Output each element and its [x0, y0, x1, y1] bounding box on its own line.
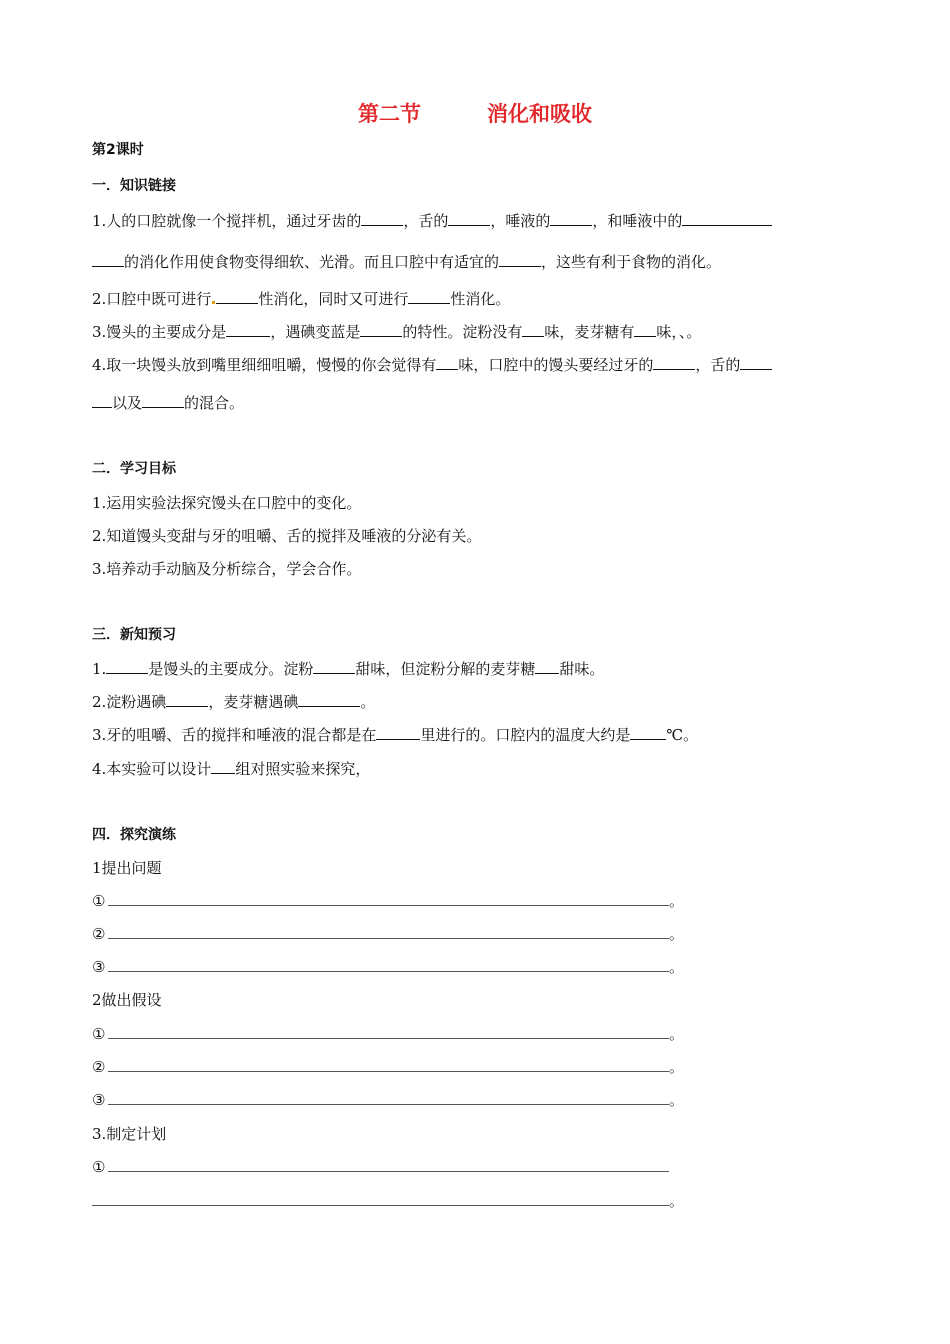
blank[interactable]	[226, 321, 270, 337]
answer-line[interactable]: ② 。	[92, 925, 685, 943]
goal-item: 2.知道馒头变甜与牙的咀嚼、舌的搅拌及唾液的分泌有关。	[92, 527, 482, 545]
goal-item: 1.运用实验法探究馒头在口腔中的变化。	[92, 494, 362, 512]
section-4-heading: 四．探究演练	[92, 827, 176, 843]
answer-line[interactable]: 。	[92, 1190, 684, 1212]
blank[interactable]	[313, 658, 355, 674]
s1-question-1-cont: 的消化作用使食物变得细软、光滑。而且口腔中有适宜的 ，这些有利于食物的消化。	[92, 251, 721, 273]
blank[interactable]	[408, 288, 450, 304]
sub-heading-hypothesis: 2做出假设	[92, 991, 162, 1009]
goal-item: 3.培养动手动脑及分析综合，学会合作。	[92, 560, 362, 578]
blank[interactable]	[634, 321, 656, 337]
title-section-number: 第二节	[358, 102, 421, 126]
section-1-heading: 一．知识链接	[92, 178, 176, 194]
blank[interactable]	[361, 210, 403, 226]
blank[interactable]	[106, 658, 148, 674]
answer-line[interactable]: ③ 。	[92, 958, 685, 976]
answer-line[interactable]: ①	[92, 1156, 669, 1178]
blank[interactable]	[360, 321, 402, 337]
blank[interactable]	[682, 210, 772, 226]
section-3-heading: 三．新知预习	[92, 627, 176, 643]
answer-line[interactable]: ① 。	[92, 892, 685, 910]
blank[interactable]	[216, 288, 258, 304]
blank[interactable]	[376, 724, 420, 740]
blank[interactable]	[142, 392, 184, 408]
answer-line[interactable]: ③ 。	[92, 1091, 685, 1109]
answer-line[interactable]: ② 。	[92, 1058, 685, 1076]
s3-question-2: 2.淀粉遇碘 ，麦芽糖遇碘 。	[92, 693, 376, 711]
title-topic: 消化和吸收	[487, 102, 592, 126]
blank[interactable]	[653, 354, 695, 370]
s1-question-2: 2.口腔中既可进行 性消化，同时又可进行 性消化。	[92, 290, 511, 308]
blank[interactable]	[92, 392, 112, 408]
s1-question-4: 4.取一块馒头放到嘴里细细咀嚼，慢慢的你会觉得有 味，口腔中的馒头要经过牙的 ，舌的	[92, 354, 772, 376]
s3-question-1: 1. 是馒头的主要成分。淀粉 甜味，但淀粉分解的麦芽糖 甜味。	[92, 660, 605, 678]
blank[interactable]	[436, 354, 458, 370]
blank[interactable]	[298, 691, 360, 707]
blank[interactable]	[499, 251, 541, 267]
lesson-label: 第2课时	[92, 142, 144, 158]
blank[interactable]	[535, 658, 559, 674]
blank[interactable]	[630, 724, 666, 740]
blank[interactable]	[740, 354, 772, 370]
answer-line[interactable]: ① 。	[92, 1025, 685, 1043]
s1-question-3: 3.馒头的主要成分是 ，遇碘变蓝是 的特性。淀粉没有 味，麦芽糖有 味，、。	[92, 323, 702, 341]
s1-question-1: 1.人的口腔就像一个搅拌机，通过牙齿的 ，舌的 ，唾液的 ，和唾液中的	[92, 210, 772, 232]
page-title	[0, 98, 950, 128]
s3-question-3: 3.牙的咀嚼、舌的搅拌和唾液的混合都是在 里进行的。口腔内的温度大约是 ℃。	[92, 726, 699, 744]
section-2-heading: 二．学习目标	[92, 461, 176, 477]
blank[interactable]	[166, 691, 208, 707]
s3-question-4: 4.本实验可以设计 组对照实验来探究，	[92, 760, 371, 778]
blank[interactable]	[92, 251, 124, 267]
blank[interactable]	[211, 758, 235, 774]
sub-heading-question: 1提出问题	[92, 859, 162, 877]
blank[interactable]	[448, 210, 490, 226]
blank[interactable]	[522, 321, 544, 337]
s1-question-4-cont: 以及 的混合。	[92, 392, 244, 414]
sub-heading-plan: 3.制定计划	[92, 1125, 167, 1143]
blank[interactable]	[550, 210, 592, 226]
